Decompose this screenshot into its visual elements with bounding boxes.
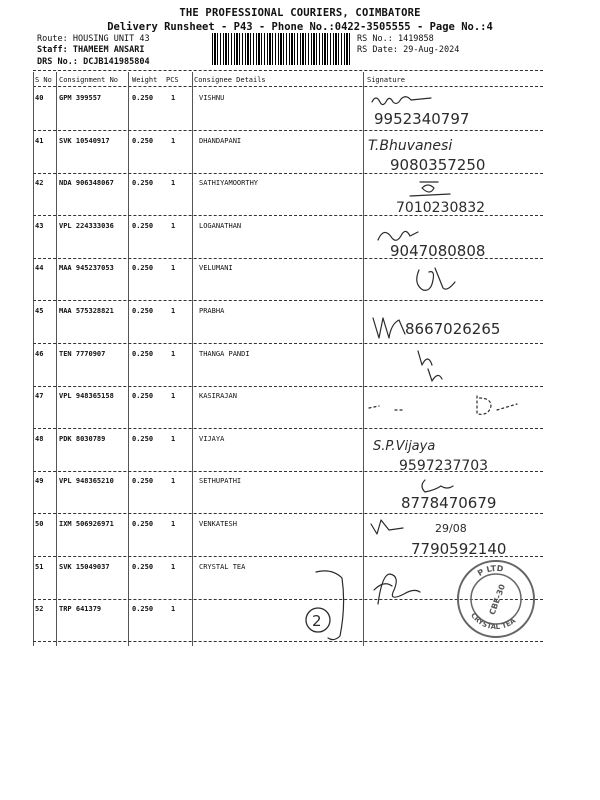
row-consignee: VISHNU [199, 94, 225, 102]
svg-text:29/08: 29/08 [435, 522, 467, 535]
staff-line [37, 45, 145, 56]
svg-text:8667026265: 8667026265 [405, 320, 501, 338]
column-divider [33, 72, 34, 646]
svg-text:7790592140: 7790592140 [411, 540, 507, 558]
svg-text:T.Bhuvanesi: T.Bhuvanesi [368, 138, 453, 154]
row-sno: 52 [35, 605, 44, 614]
row-pcs: 1 [171, 307, 176, 315]
row-sno: 51 [35, 562, 44, 571]
route-line [37, 34, 150, 45]
row-sno: 47 [35, 392, 44, 401]
column-divider [56, 72, 57, 646]
svg-text:7010230832: 7010230832 [396, 200, 486, 216]
row-weight: 0.250 [132, 264, 154, 273]
row-pcs: 1 [171, 264, 176, 273]
row-weight: 0.250 [132, 307, 154, 315]
row-consignment-no: SVK 10540917 [59, 136, 110, 145]
rs-no-label: RS No.: [357, 34, 393, 44]
row-sno: 45 [35, 307, 44, 315]
signature-row-48 [365, 432, 545, 476]
col-header-consignee: Consignee Details [194, 76, 266, 84]
rs-date-value: 29-Aug-2024 [403, 45, 460, 55]
row-sno: 40 [35, 94, 44, 102]
row-weight: 0.250 [132, 221, 154, 230]
row-consignment-no: VPL 224333036 [59, 221, 114, 230]
signature-row-41 [360, 134, 530, 174]
column-divider [192, 72, 193, 646]
signature-row-49 [365, 476, 545, 516]
drs-label: DRS No.: [37, 57, 78, 67]
row-consignment-no: SVK 15049037 [59, 562, 110, 571]
row-pcs: 1 [171, 477, 176, 486]
company-title: THE PROFESSIONAL COURIERS, COIMBATORE [179, 7, 421, 19]
signature-row-50 [365, 516, 545, 562]
signature-row-47 [365, 392, 545, 428]
svg-text:8778470679: 8778470679 [401, 494, 497, 512]
rs-no-line [357, 34, 434, 45]
row-divider [33, 641, 543, 642]
row-pcs: 1 [171, 179, 176, 188]
row-pcs: 1 [171, 221, 176, 230]
row-consignee: CRYSTAL TEA [199, 562, 246, 571]
row-pcs: 1 [171, 349, 176, 358]
row-weight: 0.250 [132, 179, 154, 188]
col-header-pcs: PCS [166, 76, 179, 84]
row-consignment-no: TEN 7770907 [59, 349, 106, 358]
rs-date-line [357, 45, 459, 56]
drs-line [37, 57, 150, 68]
row-weight: 0.250 [132, 605, 154, 614]
svg-text:9080357250: 9080357250 [390, 156, 486, 174]
col-header-signature: Signature [367, 76, 405, 84]
row-consignee: KASIRAJAN [199, 392, 237, 401]
row-pcs: 1 [171, 136, 176, 145]
row-sno: 44 [35, 264, 44, 273]
staff-label: Staff: [37, 45, 68, 55]
row-consignee: VIJAYA [199, 434, 225, 443]
row-pcs: 1 [171, 605, 176, 614]
row-consignment-no: NDA 906348067 [59, 179, 114, 188]
header-bottom-rule [33, 86, 543, 87]
signature-row-40 [360, 88, 530, 132]
signature-row-46 [412, 345, 462, 385]
row-consignee: LOGANATHAN [199, 221, 242, 230]
svg-text:S.P.Vijaya: S.P.Vijaya [373, 439, 436, 454]
signature-row-42 [360, 176, 530, 216]
runsheet-subtitle: Delivery Runsheet - P43 - Phone No.:0422-3505555 - Page No.:4 [107, 21, 493, 33]
svg-text:CBE-30: CBE-30 [487, 582, 508, 617]
row-weight: 0.250 [132, 94, 154, 102]
svg-text:2: 2 [312, 612, 322, 630]
row-sno: 42 [35, 179, 44, 188]
header-top-rule [33, 70, 543, 71]
svg-text:9952340797: 9952340797 [374, 110, 470, 128]
row-consignee: VENKATESH [199, 520, 237, 528]
row-consignee: VELUMANI [199, 264, 233, 273]
drs-value: DCJB141985804 [83, 57, 150, 67]
route-value: HOUSING UNIT 43 [72, 34, 150, 44]
signature-row-52-mark [300, 562, 360, 646]
row-consignment-no: VPL 948365210 [59, 477, 114, 486]
row-consignee: SATHIYAMOORTHY [199, 179, 259, 188]
row-consignment-no: PDK 8030789 [59, 434, 106, 443]
row-consignee: THANGA PANDI [199, 349, 250, 358]
row-weight: 0.250 [132, 136, 154, 145]
svg-text:9047080808: 9047080808 [390, 242, 486, 260]
column-divider [128, 72, 129, 646]
row-sno: 46 [35, 349, 44, 358]
row-weight: 0.250 [132, 477, 154, 486]
col-header-sno: S No [35, 76, 52, 84]
row-weight: 0.250 [132, 434, 154, 443]
svg-text:9597237703: 9597237703 [399, 458, 489, 474]
row-sno: 48 [35, 434, 44, 443]
rs-date-label: RS Date: [357, 45, 398, 55]
barcode [212, 33, 350, 65]
row-sno: 49 [35, 477, 44, 486]
row-consignee: SETHUPATHI [199, 477, 242, 486]
svg-text:CRYSTAL TEA: CRYSTAL TEA [468, 611, 518, 632]
staff-value: THAMEEM ANSARI [72, 45, 145, 55]
row-consignment-no: TRP 641379 [59, 605, 102, 614]
row-weight: 0.250 [132, 392, 154, 401]
col-header-consignment: Consignment No [59, 76, 119, 84]
row-consignment-no: VPL 948365158 [59, 392, 114, 401]
row-consignment-no: MAA 575328821 [59, 307, 114, 315]
company-stamp [455, 558, 537, 640]
col-header-weight: Weight [132, 76, 158, 84]
row-pcs: 1 [171, 94, 176, 102]
row-pcs: 1 [171, 392, 176, 401]
signature-row-43 [360, 220, 540, 264]
rs-no-value: 1419858 [397, 34, 434, 44]
row-weight: 0.250 [132, 349, 154, 358]
row-consignee: PRABHA [199, 307, 225, 315]
row-sno: 41 [35, 136, 44, 145]
row-weight: 0.250 [132, 562, 154, 571]
signature-row-51 [368, 562, 428, 612]
route-label: Route: [37, 34, 68, 44]
row-consignment-no: MAA 945237053 [59, 264, 114, 273]
row-pcs: 1 [171, 520, 176, 528]
row-divider [33, 343, 543, 344]
signature-row-44 [405, 262, 465, 298]
row-sno: 50 [35, 520, 44, 528]
row-pcs: 1 [171, 562, 176, 571]
row-weight: 0.250 [132, 520, 154, 528]
row-consignee: DHANDAPANI [199, 136, 242, 145]
row-sno: 43 [35, 221, 44, 230]
svg-text:P LTD: P LTD [475, 563, 504, 578]
row-pcs: 1 [171, 434, 176, 443]
row-divider [33, 300, 543, 301]
row-consignment-no: IXM 506926971 [59, 520, 114, 528]
row-divider [33, 386, 543, 387]
row-consignment-no: GPM 399557 [59, 94, 102, 102]
row-divider [33, 428, 543, 429]
signature-row-45 [365, 304, 545, 340]
